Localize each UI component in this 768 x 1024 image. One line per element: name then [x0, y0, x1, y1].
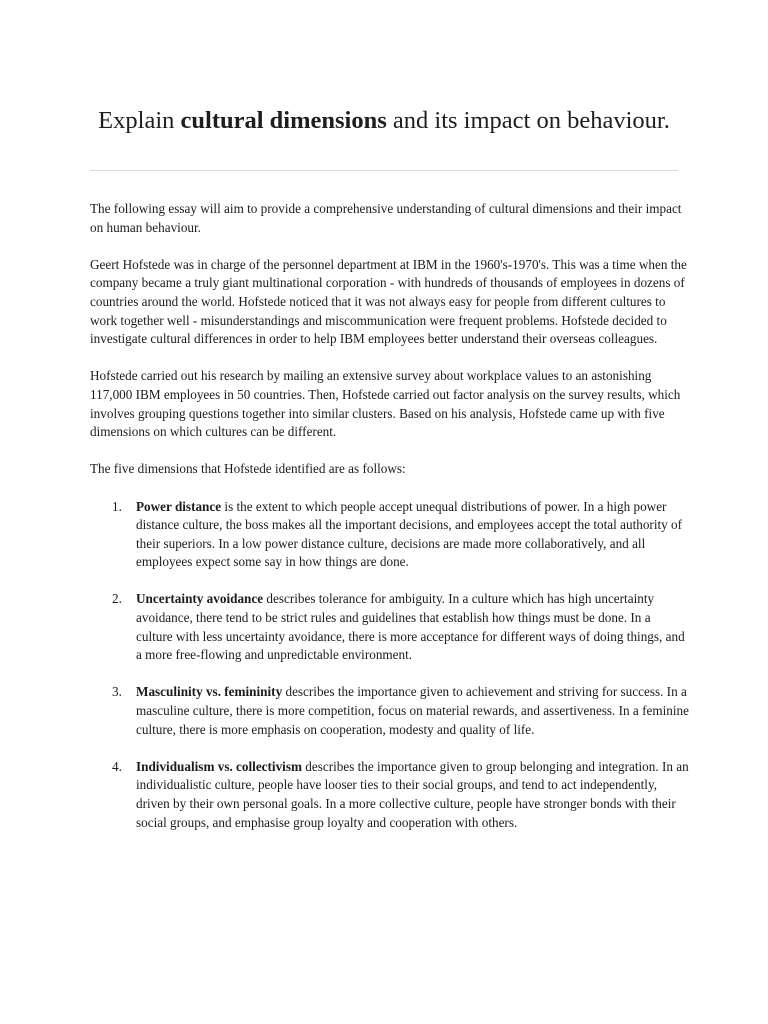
- list-item-number: 2.: [112, 591, 122, 607]
- list-item-text: describes the importance given to achievement and striving for success. In a masculine culture, there is more competition, focus on material rewards, and assertiveness. In a feminine culture, there is more emphasis on cooperation, modesty and quality of life.: [136, 684, 689, 737]
- list-item-number: 1.: [112, 498, 122, 514]
- title-suffix: and its impact on behaviour.: [386, 107, 670, 134]
- list-item: [90, 683, 690, 739]
- title-prefix: Explain: [98, 107, 181, 134]
- list-item-text: describes tolerance for ambiguity. In a culture which has high uncertainty avoidance, there tend to be strict rules and guidelines that establish how things must be done. In a culture with less uncertainty avoidance, there is more acceptance for different ways of doing things, and a more free-flowing and unpredictable environment.: [136, 591, 685, 663]
- list-item-term: Uncertainty avoidance: [136, 591, 264, 607]
- list-item-number: 3.: [112, 684, 122, 700]
- title-divider: [90, 170, 678, 171]
- page-title: [90, 104, 678, 137]
- list-item-text: describes the importance given to group belonging and integration. In an individualistic culture, people have looser ties to their social groups, and tend to act independently, driven by their own personal goals. In a more collective culture, people have stronger bonds with their social groups, and emphasise group loyalty and cooperation with others.: [136, 758, 689, 830]
- list-item: [90, 758, 690, 832]
- list-item-number: 4.: [112, 758, 122, 774]
- background-paragraph: Geert Hofstede was in charge of the personnel department at IBM in the 1960's-1970's. This was a time when the company became a truly giant multinational corporation - with hundreds of thousands of employees in dozens of countries around the world. Hofstede noticed that it was not always easy for people from different cultures to work together well - misunderstandings and miscommunication were frequent problems. Hofstede decided to investigate cultural differences in order to help IBM employees better understand their overseas colleagues.: [90, 256, 687, 347]
- intro-paragraph: The following essay will aim to provide a comprehensive understanding of cultural dimensions and their impact on human behaviour.: [90, 201, 682, 235]
- title-bold-term: cultural dimensions: [180, 107, 387, 134]
- list-item-text: is the extent to which people accept unequal distributions of power. In a high power distance culture, the boss makes all the important decisions, and employees accept the total authority of their superiors. In a low power distance culture, decisions are made more collaboratively, and all employees expect some say in how things are done.: [136, 498, 683, 570]
- list-item-term: Masculinity vs. femininity: [136, 684, 283, 700]
- list-intro-paragraph: The five dimensions that Hofstede identified are as follows:: [90, 461, 406, 477]
- document-body: [90, 200, 690, 851]
- list-item: [90, 590, 690, 664]
- research-paragraph: Hofstede carried out his research by mailing an extensive survey about workplace values to an astonishing 117,000 IBM employees in 50 countries. Then, Hofstede carried out factor analysis on the survey results, which involves grouping questions together into similar clusters. Based on his analysis, Hofstede came up with five dimensions on which cultures can be different.: [90, 368, 681, 440]
- dimensions-list: [90, 498, 690, 833]
- list-item-term: Power distance: [136, 498, 222, 514]
- list-item-term: Individualism vs. collectivism: [136, 758, 302, 774]
- list-item: [90, 498, 690, 572]
